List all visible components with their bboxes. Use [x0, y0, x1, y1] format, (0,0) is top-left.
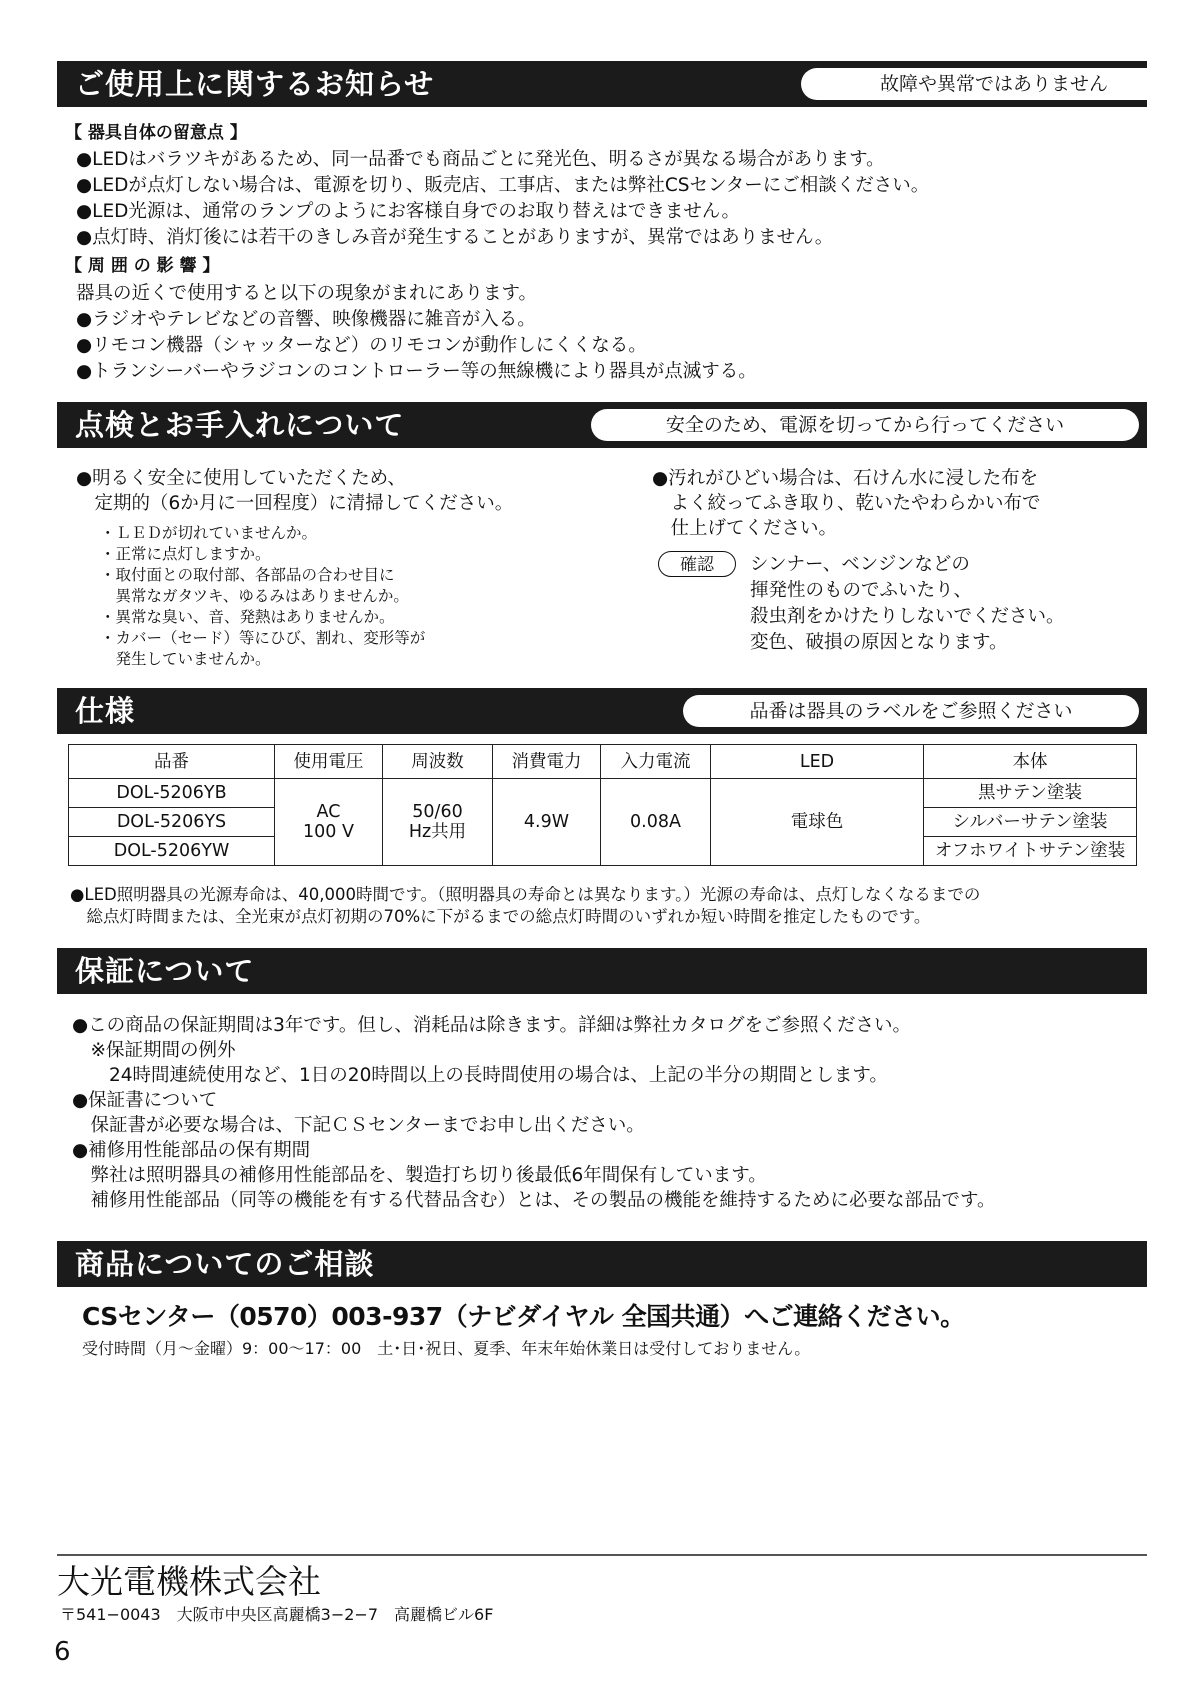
spec-section-bar: [57, 688, 1147, 734]
model-number: DOL-5206YW: [69, 837, 275, 866]
checklist-item: ・取付面との取付部、各部品の合わせ目に: [100, 566, 395, 584]
warranty-title: 保証について: [75, 954, 255, 988]
spec-note: 総点灯時間または、全光束が点灯初期の70%に下がるまでの総点灯時間のいずれか短い時間を推定したものです。: [70, 907, 931, 926]
consult-title: 商品についてのご相談: [75, 1247, 375, 1281]
led-cell: 電球色: [711, 779, 924, 866]
notice-title: ご使用上に関するお知らせ: [75, 67, 435, 101]
checklist-item: 発生していませんか。: [100, 650, 271, 668]
surround-heading: 【 周 囲 の 影 響 】: [65, 256, 220, 276]
inspection-right-line: 仕上げてください。: [652, 518, 838, 539]
spec-title: 仕様: [75, 694, 136, 728]
surround-intro: 器具の近くで使用すると以下の現象がまれにあります。: [76, 283, 538, 304]
notice-section-bar: [57, 61, 1147, 107]
spec-header-row: [69, 745, 1137, 779]
spec-row: [69, 779, 1137, 808]
fixture-item: ●点灯時、消灯後には若干のきしみ音が発生することがありますが、異常ではありません。: [76, 227, 834, 248]
frequency-line: 50/60: [412, 802, 463, 822]
fixture-item: ●LEDはバラツキがあるため、同一品番でも商品ごとに発光色、明るさが異なる場合があります。: [76, 149, 885, 170]
company-address: 〒541−0043 大阪市中央区高麗橋3−2−7 高麗橋ビル6F: [60, 1605, 494, 1624]
warranty-line: ●補修用性能部品の保有期間: [72, 1140, 311, 1161]
body-finish: オフホワイトサテン塗装: [924, 837, 1137, 866]
frequency-cell: [383, 779, 493, 866]
inspection-left-line: ●明るく安全に使用していただくため、: [76, 468, 406, 489]
footer-divider: [57, 1554, 1147, 1556]
spec-header-cell: 品番: [69, 745, 275, 779]
confirm-line: 変色、破損の原因となります。: [750, 632, 1008, 653]
spec-header-cell: 本体: [924, 745, 1137, 779]
voltage-line: 100 V: [303, 822, 354, 842]
reception-hours: 受付時間（月〜金曜）9：00〜17：00 土･日･祝日、夏季、年末年始休業日は受付しておりません。: [82, 1339, 811, 1358]
warranty-line: 弊社は照明器具の補修用性能部品を、製造打ち切り後最低6年間保有しています。: [72, 1165, 767, 1186]
inspection-right-line: よく絞ってふき取り、乾いたやわらかい布で: [652, 493, 1041, 514]
inspection-left-line: 定期的（6か月に一回程度）に清掃してください。: [76, 493, 514, 514]
surround-item: ●リモコン機器（シャッターなど）のリモコンが動作しにくくなる。: [76, 335, 647, 356]
warranty-line: ●保証書について: [72, 1090, 218, 1111]
power-cell: 4.9W: [493, 779, 601, 866]
spec-header-cell: 入力電流: [601, 745, 711, 779]
checklist-item: ・正常に点灯しますか。: [100, 545, 271, 563]
confirm-line: シンナー、ベンジンなどの: [750, 554, 970, 575]
spec-pill: 品番は器具のラベルをご参照ください: [683, 695, 1139, 727]
warranty-line: 保証書が必要な場合は、下記ＣＳセンターまでお申し出ください。: [72, 1115, 645, 1136]
body-finish: 黒サテン塗装: [924, 779, 1137, 808]
warranty-section-bar: [57, 948, 1147, 994]
checklist-item: ・ＬＥＤが切れていませんか。: [100, 524, 318, 542]
spec-header-cell: 使用電圧: [275, 745, 383, 779]
inspection-title: 点検とお手入れについて: [75, 408, 405, 442]
spec-header-cell: 周波数: [383, 745, 493, 779]
frequency-line: Hz共用: [408, 822, 467, 842]
current-cell: 0.08A: [601, 779, 711, 866]
warranty-line: 補修用性能部品（同等の機能を有する代替品含む）とは、その製品の機能を維持するために必要な部品です。: [72, 1190, 996, 1211]
notice-pill: 故障や異常ではありません: [801, 68, 1187, 100]
company-name: 大光電機株式会社: [57, 1562, 321, 1601]
confirm-line: 揮発性のものでふいたり、: [750, 580, 973, 601]
inspection-pill: 安全のため、電源を切ってから行ってください: [591, 409, 1139, 441]
warranty-line: ●この商品の保証期間は3年です。但し、消耗品は除きます。詳細は弊社カタログをご参照ください。: [72, 1015, 911, 1036]
surround-item: ●トランシーバーやラジコンのコントローラー等の無線機により器具が点滅する。: [76, 361, 757, 382]
inspection-section-bar: [57, 402, 1147, 448]
spec-note: ●LED照明器具の光源寿命は、40,000時間です。（照明器具の寿命とは異なります。）光源の寿命は、点灯しなくなるまでの: [70, 885, 981, 904]
voltage-line: AC: [316, 802, 341, 822]
surround-item: ●ラジオやテレビなどの音響、映像機器に雑音が入る。: [76, 309, 536, 330]
cs-center-contact: CSセンター（0570）003-937（ナビダイヤル 全国共通）へご連絡ください。: [82, 1302, 965, 1331]
fixture-item: ●LED光源は、通常のランプのようにお客様自身でのお取り替えはできません。: [76, 201, 740, 222]
spec-table: [68, 744, 1137, 866]
warranty-line: ※保証期間の例外: [72, 1040, 236, 1061]
confirm-line: 殺虫剤をかけたりしないでください。: [750, 606, 1065, 627]
fixture-heading: 【 器具自体の留意点 】: [65, 123, 247, 143]
checklist-item: 異常なガタツキ、ゆるみはありませんか。: [100, 587, 409, 605]
consult-section-bar: [57, 1241, 1147, 1287]
checklist-item: ・カバー（セード）等にひび、割れ、変形等が: [100, 629, 426, 647]
model-number: DOL-5206YS: [69, 808, 275, 837]
warranty-line: 24時間連続使用など、1日の20時間以上の長時間使用の場合は、上記の半分の期間とします。: [72, 1065, 888, 1086]
checklist-item: ・異常な臭い、音、発熱はありませんか。: [100, 608, 395, 626]
fixture-item: ●LEDが点灯しない場合は、電源を切り、販売店、工事店、または弊社CSセンターにご相談ください。: [76, 175, 930, 196]
spec-header-cell: 消費電力: [493, 745, 601, 779]
confirm-badge: 確認: [658, 551, 736, 577]
model-number: DOL-5206YB: [69, 779, 275, 808]
voltage-cell: [275, 779, 383, 866]
spec-header-cell: LED: [711, 745, 924, 779]
body-finish: シルバーサテン塗装: [924, 808, 1137, 837]
page-number: 6: [54, 1637, 71, 1667]
inspection-right-line: ●汚れがひどい場合は、石けん水に浸した布を: [652, 468, 1039, 489]
